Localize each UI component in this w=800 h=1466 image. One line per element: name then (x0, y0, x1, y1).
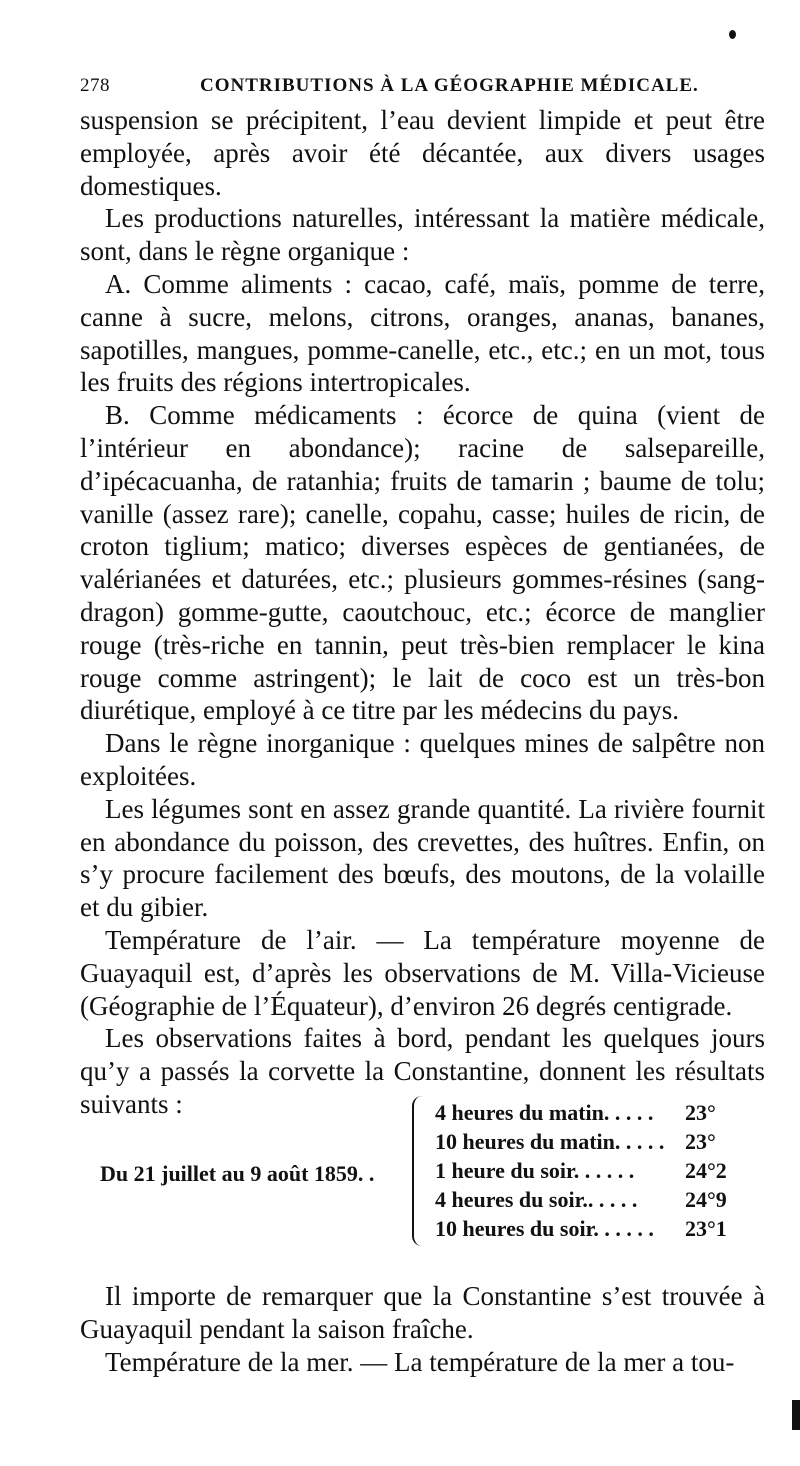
row-temp: 24°2 (685, 1158, 727, 1183)
row-temp: 24°9 (685, 1187, 727, 1212)
row-temp: 23°1 (685, 1216, 727, 1241)
paragraph-4: B. Comme médicaments : écorce de quina (vient de l’intérieur en abondance); racine de salsepareille, d’ipécacuanha, de ratanhia; fruits de tamarin ; baume de tolu; vanille (assez rare); canelle, copahu, casse; huiles de ricin, de croton tiglium; matico; diverses espèces de gentianées, de valérianées et daturées, etc.; plusieurs gommes-résines (sang-dragon) gomme-gutte, caoutchouc, etc.; écorce de manglier rouge (très-riche en tannin, peut très-bien remplacer le kina rouge comme astringent); le lait de coco est un très-bon diurétique, employé à ce titre par les médecins du pays. (80, 400, 765, 726)
temperature-table (80, 1090, 780, 1260)
ink-dot (729, 30, 736, 39)
table-row (435, 1187, 765, 1215)
row-temp: 23° (685, 1100, 716, 1125)
paragraph-5: Dans le règne inorganique : quelques mines de salpêtre non exploitées. (80, 728, 765, 791)
running-head: CONTRIBUTIONS À LA GÉOGRAPHIE MÉDICALE. (200, 75, 699, 96)
row-time: 10 heures du soir. . . . . . (435, 1216, 654, 1241)
table-row (435, 1100, 765, 1128)
row-time: 4 heures du soir.. . . . . (435, 1187, 638, 1212)
row-time: 1 heure du soir. . . . . . (435, 1158, 635, 1183)
paragraph-10: Température de la mer. — La température de la mer a tou- (105, 1346, 735, 1377)
paragraph-1: suspension se précipitent, l’eau devient limpide et peut être employée, après avoir été décantée, aux divers usages domestiques. (80, 105, 765, 201)
closing-text (80, 1280, 765, 1378)
brace (412, 1096, 426, 1246)
paragraph-2: Les productions naturelles, intéressant la matière médicale, sont, dans le règne organique : (80, 203, 765, 267)
table-row (435, 1129, 765, 1157)
table-row (435, 1158, 765, 1186)
table-row (435, 1216, 765, 1244)
paragraph-3: A. Comme aliments : cacao, café, maïs, pomme de terre, canne à sucre, melons, citrons, oranges, ananas, bananes, sapotilles, mangues, pomme-canelle, etc., etc.; en un mot, tous les fruits des régions intertropicales. (80, 268, 765, 398)
observation-period: Du 21 juillet au 9 août 1859. . (100, 1161, 375, 1186)
body-text (80, 104, 765, 1121)
page-header (80, 75, 748, 105)
paragraph-7: Température de l’air. — La température moyenne de Guayaquil est, d’après les observations de M. Villa-Vicieuse (Géographie de l’Équateur), d’environ 26 degrés centigrade. (80, 924, 765, 1021)
paragraph-9: Il importe de remarquer que la Constantine s’est trouvée à Guayaquil pendant la saison fraîche. (80, 1281, 765, 1344)
page-edge-mark (792, 1400, 800, 1430)
row-time: 4 heures du matin. . . . . (435, 1100, 654, 1125)
row-time: 10 heures du matin. . . . . (435, 1129, 665, 1154)
paragraph-6: Les légumes sont en assez grande quantité. La rivière fournit en abondance du poisson, des crevettes, des huîtres. Enfin, on s’y procure facilement des bœufs, des moutons, de la volaille et du gibier. (80, 793, 765, 923)
page-number: 278 (80, 75, 110, 96)
row-temp: 23° (685, 1129, 716, 1154)
paragraph-8: Les observations faites à bord, pendant les quelques jours qu’y a passés la corvette la Constantine, donnent les résultats suivants : (80, 1023, 765, 1119)
